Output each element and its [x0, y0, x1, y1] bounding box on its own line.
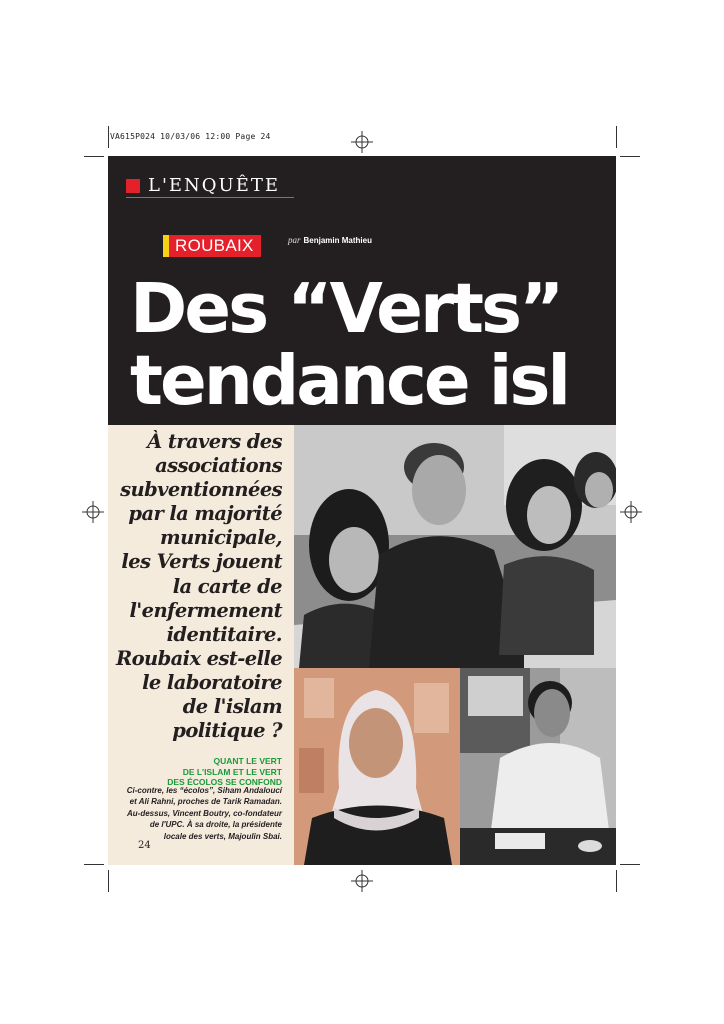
headscarf-portrait-photo — [294, 668, 460, 865]
caption-line: de l'UPC. À sa droite, la présidente — [149, 820, 282, 830]
location-tag — [163, 235, 261, 257]
lead-line: la carte de — [172, 574, 282, 598]
header-block — [108, 156, 616, 425]
registration-mark-icon — [351, 870, 373, 892]
location-tag-label: ROUBAIX — [175, 236, 254, 255]
lead-paragraph — [108, 430, 282, 743]
lead-line: par la majorité — [128, 502, 282, 526]
headline — [130, 269, 569, 421]
caption-title-line: DE L'ISLAM ET LE VERT — [182, 766, 282, 777]
lead-line: l'enfermement — [129, 598, 282, 622]
section-rubric — [126, 175, 280, 196]
lead-line: le laboratoire — [142, 670, 282, 694]
lead-line: de l'islam — [182, 695, 282, 719]
lead-line: Roubaix est-elle — [116, 646, 282, 670]
caption-line: et Ali Rahni, proches de Tarik Ramadan. — [129, 797, 282, 807]
caption-text — [114, 785, 282, 842]
headline-line-1: Des “Verts” — [130, 269, 562, 349]
registration-mark-icon — [82, 501, 104, 523]
lead-line: À travers des — [147, 430, 282, 453]
lead-line: les Verts jouent — [121, 550, 282, 574]
lead-line: identitaire. — [166, 622, 282, 646]
byline-author: Benjamin Mathieu — [303, 236, 372, 245]
byline-prefix: par — [288, 235, 301, 245]
man-portrait-photo — [460, 668, 616, 865]
caption-title-line: DES ÉCOLOS SE CONFOND — [167, 777, 282, 787]
headline-line-2: tendance isl — [130, 341, 569, 421]
caption-line: Ci-contre, les “écolos”, Siham Andaloucí — [126, 786, 282, 795]
rubric-divider — [126, 197, 294, 198]
caption-line: Au-dessus, Vincent Boutry, co-fondateur — [127, 808, 282, 818]
registration-mark-icon — [351, 131, 373, 153]
page-number: 24 — [138, 840, 151, 851]
lead-line: associations — [155, 454, 282, 478]
registration-mark-icon — [620, 501, 642, 523]
rubric-label: L'ENQUÊTE — [148, 175, 281, 196]
caption-title-line: QUANT LE VERT — [213, 756, 282, 766]
caption-line: locale des verts, Majoulin Sbai. — [163, 831, 282, 841]
red-square-icon — [126, 179, 140, 193]
lead-line: subventionnées — [120, 478, 282, 502]
caption-title — [120, 756, 282, 788]
group-photo — [294, 425, 616, 668]
print-slug: VA615P024 10/03/06 12:00 Page 24 — [110, 132, 271, 141]
lead-line: politique ? — [172, 719, 282, 743]
lead-line: municipale, — [160, 526, 282, 550]
byline — [288, 235, 372, 245]
